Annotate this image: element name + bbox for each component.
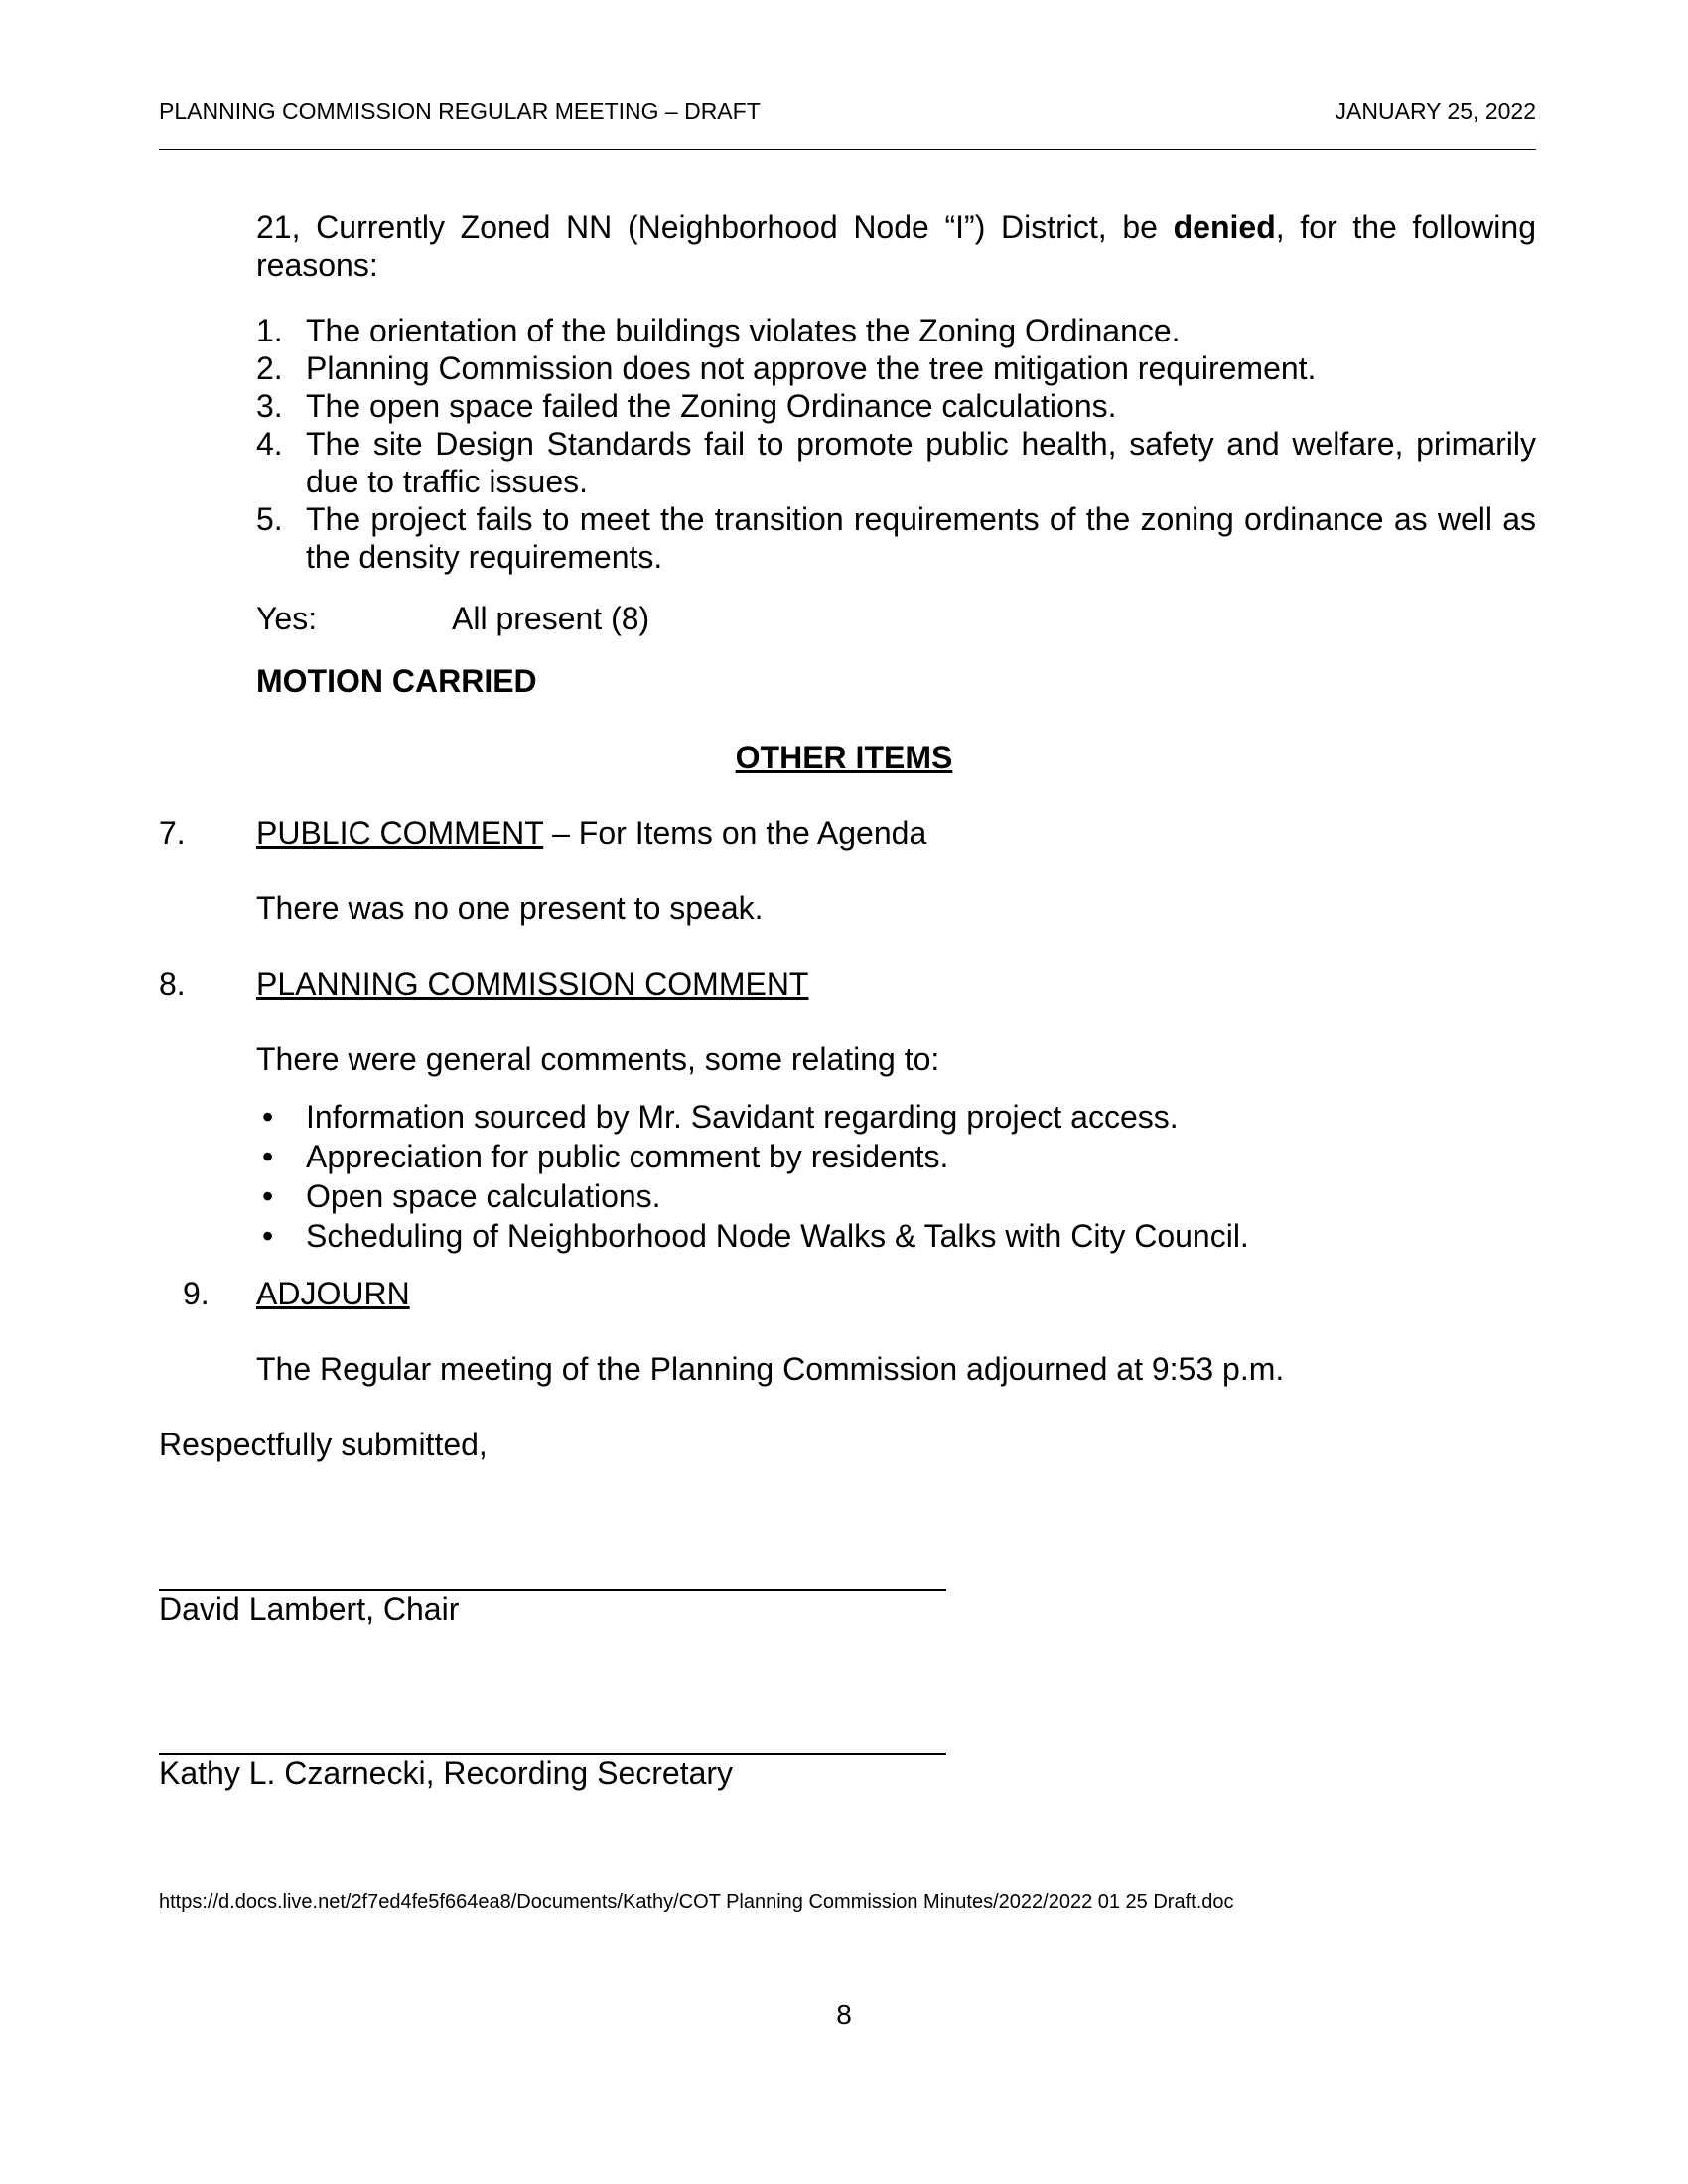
bullet-text: Open space calculations. — [306, 1178, 661, 1214]
section-heading-other-items: OTHER ITEMS — [735, 740, 953, 775]
header-divider — [159, 149, 1536, 150]
header-date: JANUARY 25, 2022 — [1335, 98, 1536, 124]
reason-item — [256, 312, 1536, 349]
document-path-footer: https://d.docs.live.net/2f7ed4fe5f664ea8/Documents/Kathy/COT Planning Commission Minutes/2022/2022 01 25 Draft.doc — [159, 1891, 1234, 1913]
list-item — [256, 1137, 1536, 1176]
reason-item — [256, 500, 1536, 576]
item-number-9: 9. — [183, 1276, 210, 1311]
item-heading-public-comment — [256, 814, 926, 852]
vote-label: Yes: — [256, 601, 318, 636]
reason-number: 1. — [256, 313, 283, 348]
item-heading-planning-commission-comment — [256, 965, 808, 1003]
item-heading-adjourn — [256, 1275, 410, 1312]
closing-text: Respectfully submitted, — [159, 1427, 488, 1462]
bullet-icon: • — [262, 1218, 274, 1254]
intro-text-bold: denied — [1173, 209, 1276, 245]
reason-item — [256, 425, 1536, 500]
reason-text: The open space failed the Zoning Ordinance calculations. — [306, 388, 1117, 424]
item-title: ADJOURN — [256, 1276, 410, 1311]
item-number-7: 7. — [159, 815, 186, 851]
motion-result: MOTION CARRIED — [256, 663, 537, 699]
reason-number: 3. — [256, 388, 283, 424]
reason-number: 5. — [256, 501, 283, 537]
bullet-text: Appreciation for public comment by residents. — [306, 1139, 949, 1174]
list-item — [256, 1097, 1536, 1137]
item-number-8: 8. — [159, 966, 186, 1002]
motion-intro-paragraph — [256, 208, 1536, 284]
public-comment-text: There was no one present to speak. — [256, 890, 764, 926]
item-title-suffix: – For Items on the Agenda — [543, 815, 927, 851]
reason-text: The site Design Standards fail to promote public health, safety and welfare, primarily due to traffic issues. — [306, 426, 1536, 499]
intro-text-after: , for the following reasons: — [256, 209, 1537, 283]
reason-text: The orientation of the buildings violates the Zoning Ordinance. — [306, 313, 1181, 348]
vote-value: All present (8) — [452, 601, 650, 636]
bullet-icon: • — [262, 1139, 274, 1174]
bullet-icon: • — [262, 1099, 274, 1135]
reason-number: 4. — [256, 426, 283, 462]
header-title: PLANNING COMMISSION REGULAR MEETING – DRAFT — [159, 98, 761, 124]
bullet-text: Information sourced by Mr. Savidant regarding project access. — [306, 1099, 1179, 1135]
bullet-text: Scheduling of Neighborhood Node Walks & Talks with City Council. — [306, 1218, 1249, 1254]
denial-reasons-list — [256, 312, 1536, 576]
reason-item — [256, 349, 1536, 387]
bullet-icon: • — [262, 1178, 274, 1214]
item-title: PLANNING COMMISSION COMMENT — [256, 966, 809, 1002]
reason-text: Planning Commission does not approve the tree mitigation requirement. — [306, 350, 1317, 386]
list-item — [256, 1216, 1536, 1256]
reason-number: 2. — [256, 350, 283, 386]
list-item — [256, 1176, 1536, 1216]
page-number: 8 — [836, 1999, 852, 2030]
reason-text: The project fails to meet the transition requirements of the zoning ordinance as well as the density requirements. — [306, 501, 1536, 575]
pc-comment-intro: There were general comments, some relating to: — [256, 1041, 940, 1077]
intro-text-before: 21, Currently Zoned NN (Neighborhood Node “I”) District, be — [256, 209, 1174, 245]
adjourn-text: The Regular meeting of the Planning Commission adjourned at 9:53 p.m. — [256, 1351, 1285, 1387]
item-title: PUBLIC COMMENT — [256, 815, 544, 851]
reason-item — [256, 387, 1536, 425]
signature-name-secretary: Kathy L. Czarnecki, Recording Secretary — [159, 1755, 734, 1791]
signature-name-chair: David Lambert, Chair — [159, 1591, 460, 1627]
pc-comment-bullets — [256, 1097, 1536, 1256]
